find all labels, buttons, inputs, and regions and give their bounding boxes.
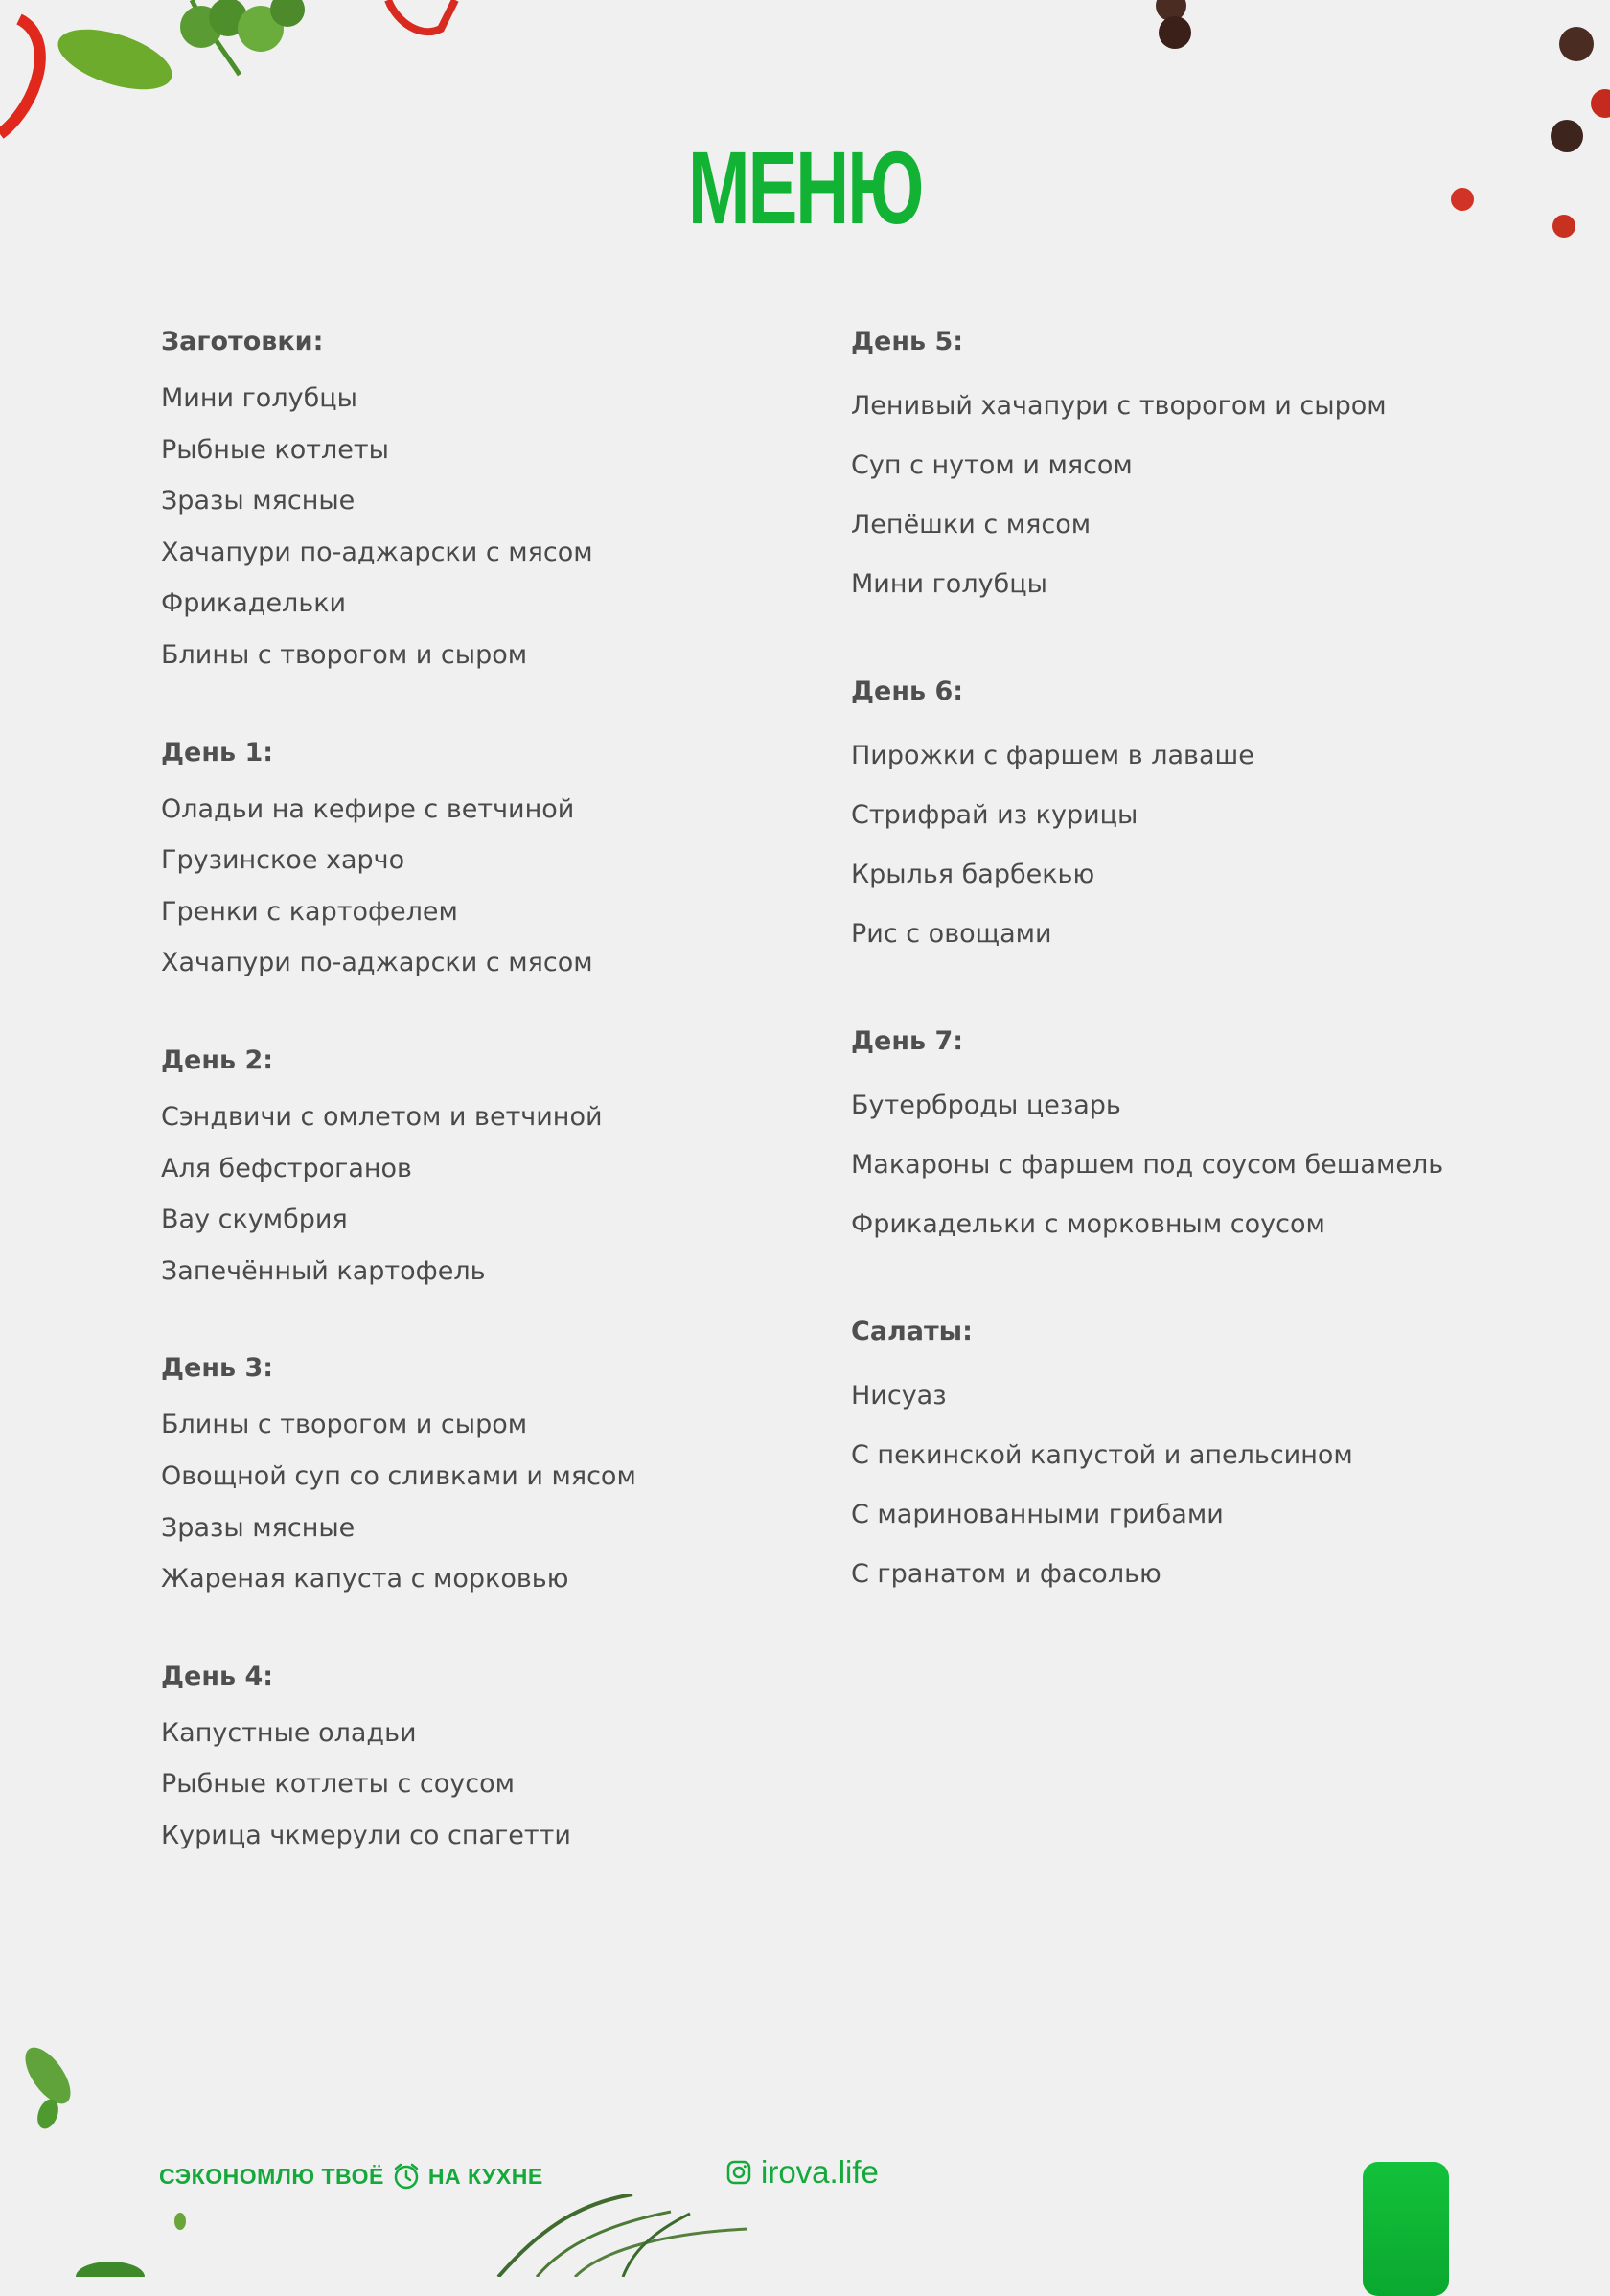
section-heading: День 7: bbox=[851, 1026, 964, 1056]
herb-decoration-bottom bbox=[0, 2194, 786, 2277]
menu-item: Запечённый картофель bbox=[161, 1255, 486, 1286]
menu-item: Рыбные котлеты bbox=[161, 434, 389, 465]
menu-section bbox=[851, 322, 1541, 614]
menu-item: Макароны с фаршем под соусом бешамель bbox=[851, 1150, 1444, 1180]
menu-left-column bbox=[161, 322, 698, 1913]
footer-slogan bbox=[159, 2162, 543, 2191]
section-heading: День 1: bbox=[161, 737, 274, 768]
slogan-text-end: НА КУХНЕ bbox=[427, 2163, 543, 2189]
menu-section bbox=[851, 1022, 1541, 1254]
section-heading: День 5: bbox=[851, 327, 964, 356]
menu-item: Аля бефстроганов bbox=[161, 1153, 412, 1183]
section-heading: День 2: bbox=[161, 1045, 274, 1075]
section-heading: День 4: bbox=[161, 1661, 274, 1691]
menu-item: Мини голубцы bbox=[851, 569, 1047, 599]
section-heading: Заготовки: bbox=[161, 327, 324, 356]
menu-item: Гренки с картофелем bbox=[161, 896, 458, 927]
menu-section bbox=[161, 322, 698, 681]
section-heading: День 3: bbox=[161, 1353, 274, 1384]
menu-item: Мини голубцы bbox=[161, 383, 357, 413]
menu-item: Хачапури по-аджарски с мясом bbox=[161, 948, 593, 978]
menu-item: Рыбные котлеты с соусом bbox=[161, 1769, 515, 1800]
menu-item: Стрифрай из курицы bbox=[851, 800, 1138, 830]
menu-section bbox=[851, 672, 1541, 964]
menu-item: Крылья барбекью bbox=[851, 860, 1095, 889]
section-heading: Салаты: bbox=[851, 1317, 973, 1346]
menu-item: Оладьи на кефире с ветчиной bbox=[161, 793, 575, 824]
basil-leaf-icon bbox=[10, 2037, 96, 2133]
menu-item: С гранатом и фасолью bbox=[851, 1559, 1162, 1589]
menu-item: Зразы мясные bbox=[161, 1512, 356, 1543]
menu-section bbox=[161, 1041, 698, 1297]
alarm-clock-icon bbox=[392, 2162, 421, 2191]
slogan-text-start: СЭКОНОМЛЮ ТВОЁ bbox=[159, 2163, 384, 2189]
menu-item: Блины с творогом и сыром bbox=[161, 639, 528, 670]
menu-item: Рис с овощами bbox=[851, 919, 1052, 949]
menu-section bbox=[161, 1348, 698, 1604]
menu-section bbox=[851, 1312, 1541, 1604]
menu-item: Суп с нутом и мясом bbox=[851, 450, 1133, 480]
menu-item: Вау скумбрия bbox=[161, 1205, 348, 1235]
website-link[interactable]: irova.life bbox=[761, 2154, 879, 2190]
menu-item: Блины с творогом и сыром bbox=[161, 1410, 528, 1440]
menu-item: Фрикадельки с морковным соусом bbox=[851, 1209, 1325, 1239]
footer-website[interactable] bbox=[726, 2154, 879, 2191]
menu-item: Пирожки с фаршем в лаваше bbox=[851, 741, 1254, 770]
section-heading: День 6: bbox=[851, 677, 964, 706]
menu-item: Хачапури по-аджарски с мясом bbox=[161, 537, 593, 567]
menu-item: Лепёшки с мясом bbox=[851, 510, 1092, 540]
page-title: МЕНЮ bbox=[687, 129, 923, 245]
green-tab-decoration bbox=[1363, 2162, 1449, 2296]
menu-section bbox=[161, 1657, 698, 1862]
menu-item: С маринованными грибами bbox=[851, 1500, 1224, 1529]
menu-right-column bbox=[851, 322, 1541, 1662]
menu-item: С пекинской капустой и апельсином bbox=[851, 1440, 1353, 1470]
pepper-red-icon bbox=[383, 0, 460, 48]
menu-item: Зразы мясные bbox=[161, 486, 356, 517]
menu-item: Сэндвичи с омлетом и ветчиной bbox=[161, 1101, 603, 1132]
menu-item: Жареная капуста с морковью bbox=[161, 1564, 569, 1595]
menu-item: Грузинское харчо bbox=[161, 845, 405, 876]
menu-item: Курица чкмерули со спагетти bbox=[161, 1820, 571, 1850]
menu-item: Нисуаз bbox=[851, 1381, 947, 1411]
menu-section bbox=[161, 733, 698, 989]
instagram-icon bbox=[726, 2160, 751, 2185]
menu-item: Овощной суп со сливками и мясом bbox=[161, 1460, 636, 1491]
menu-item: Капустные оладьи bbox=[161, 1717, 417, 1748]
menu-item: Ленивый хачапури с творогом и сыром bbox=[851, 391, 1387, 421]
menu-item: Фрикадельки bbox=[161, 588, 347, 619]
menu-item: Бутерброды цезарь bbox=[851, 1091, 1121, 1120]
